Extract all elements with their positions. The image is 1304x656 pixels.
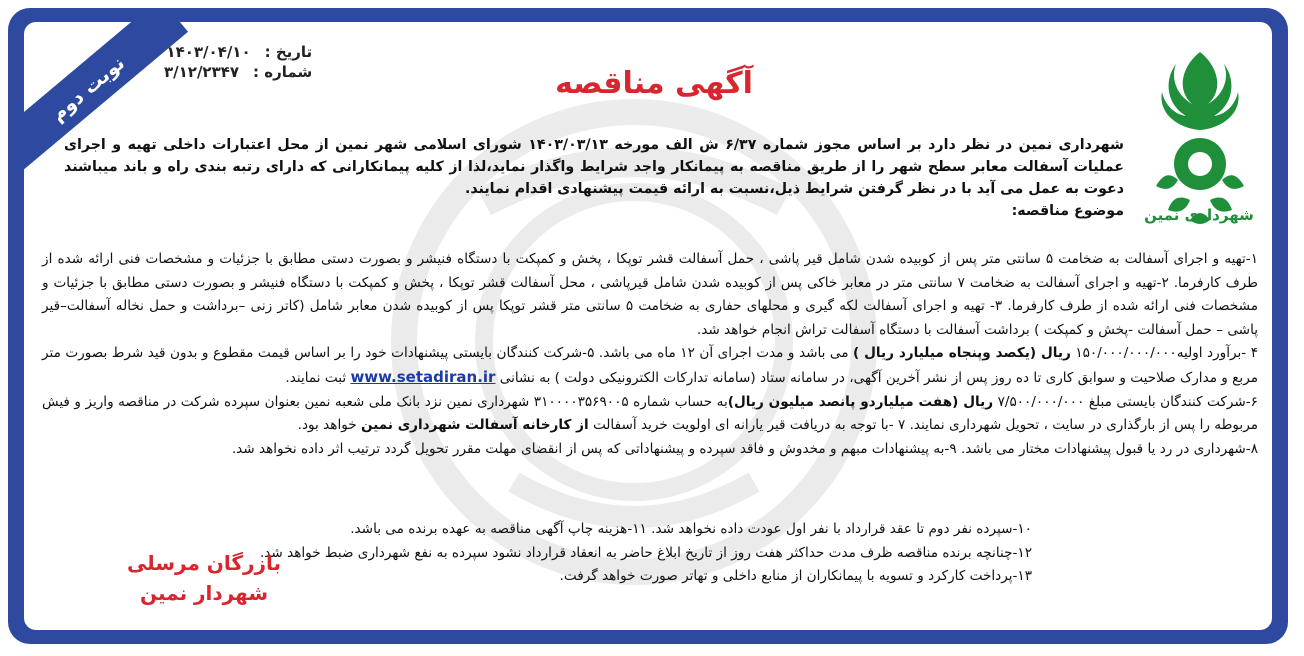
condition-8-9: ۸-شهرداری در رد یا قبول پیشنهادات مختار می باشد. ۹-به پیشنهادات مبهم و مخدوش و فاقد سپرده و پیشنهاداتی که پس از انقضای مهلت مقرر تحویل گردد ترتیب اثر داده نخواهد شد.: [231, 440, 1258, 457]
signatory-title: شهردار نمین: [140, 581, 268, 605]
setadiran-link[interactable]: www.setadiran.ir: [350, 367, 496, 386]
round-badge-text: نوبت دوم: [47, 52, 129, 126]
condition-1-3: ۱-تهیه و اجرای آسفالت به ضخامت ۵ سانتی متر پس از کوبیده شدن شامل قیر پاشی ، حمل آسفالت قشر توپکا ، پخش و کمپکت با دستگاه فنیشر و بصورت دستی مطابق با جزئیات و مشخصات فنی ارائه شده از طرف کارفرما. ۲-تهیه و اجرای آسفالت به ضخامت ۷ سانتی متر در معابر خاکی پس از کوبیده شدن شامل قیرپاشی ، محل آسفالت قشر توپکا ، پخش و کمپکت با دستگاه فنیشر و بصورت دستی مطابق با جزئیات و مشخصات فنی ارائه شده از طرف کارفرما. ۳- تهیه و اجرای آسفالت لکه گیری و محلهای حفاری به ضخامت ۵ سانتی متر قشر توپکا پس از کوبیده شدن معابر شامل (کاتر زنی –برداشت و حمل نخاله آسفالت–قیر پاشی – حمل آسفالت -پخش و کمپکت ) برداشت آسفالت با دستگاه آسفالت تراش انجام خواهد شد.: [42, 251, 1258, 338]
condition-6-7: [42, 391, 1258, 438]
number-label: شماره :: [253, 63, 313, 81]
signature-block: [104, 548, 304, 608]
intro-paragraph: [64, 134, 1124, 222]
meta-block: [164, 42, 312, 82]
deposit-end: خواهد بود.: [297, 417, 361, 434]
asphalt-plant: از کارخانه آسفالت شهرداری نمین: [360, 417, 589, 434]
signatory-name: بازرگان مرسلی: [126, 551, 282, 575]
condition-4-5: [42, 342, 1258, 390]
conditions-body: [42, 248, 1258, 461]
date-row: [164, 42, 312, 62]
date-label: تاریخ :: [264, 43, 313, 61]
budget-amount: ریال (یکصد وپنجاه میلیارد ریال ): [852, 345, 1071, 362]
notice-panel: [24, 22, 1272, 630]
subject-label: موضوع مناقصه:: [1011, 203, 1124, 219]
submission-end: ثبت نمایند.: [285, 369, 351, 386]
number-row: [164, 62, 312, 82]
condition-12: ۱۲-چنانچه برنده مناقصه ظرف مدت حداکثر هفت روز از تاریخ ابلاغ حاضر به انعقاد قرارداد نشود سپرده به نفع شهرداری ضبط خواهد شد.: [259, 544, 1032, 561]
deposit-details: به حساب شماره ۳۱۰۰۰۰۳۵۶۹۰۰۵ شهرداری نمین نزد بانک ملی شعبه نمین بعنوان سپرده شرکت در مناقصه واریز و فیش مربوطه را پس از بارگذاری در سایت ، تحویل شهرداری نمایند. ۷ -با توجه به دریافت قیر یارانه ای اولویت خرید آسفالت: [42, 393, 1258, 434]
budget-text: ۴ -برآورد اولیه۱۵۰/۰۰۰/۰۰۰/۰۰۰: [1070, 345, 1258, 362]
logo-caption: شهرداری نمین: [1144, 206, 1254, 224]
condition-13: ۱۳-پرداخت کارکرد و تسویه با پیمانکاران از منابع داخلی و تهاتر صورت خواهد گرفت.: [559, 568, 1032, 585]
notice-title: آگهی مناقصه: [555, 66, 753, 101]
deposit-amount: ریال (هفت میلیاردو پانصد میلیون ریال): [727, 393, 994, 410]
date-value: ۱۴۰۳/۰۴/۱۰: [166, 43, 251, 61]
blue-frame: [8, 8, 1288, 644]
condition-10-11: ۱۰-سپرده نفر دوم تا عقد قرارداد با نفر اول عودت داده نخواهد شد. ۱۱-هزینه چاپ آگهی مناقصه به عهده برنده می باشد.: [350, 521, 1032, 537]
submission-text: می باشد و مدت اجرای آن ۱۲ ماه می باشد. ۵-شرکت کنندگان بایستی پیشنهادات خود را بر اساس قیمت مقطوع و بدون قید شرط بصورت متر مربع و مدارک صلاحیت و سوابق کاری تا ده روز پس از نشر آخرین آگهی، در سامانه ستاد (سامانه تدارکات الکترونیکی دولت ) به نشانی: [42, 345, 1258, 386]
intro-text: شهرداری نمین در نظر دارد بر اساس مجوز شماره ۶/۳۷ ش الف مورخه ۱۴۰۳/۰۳/۱۳ شورای اسلامی شهر نمین از محل اعتبارات داخلی تهیه و اجرای عملیات آسفالت معابر سطح شهر را از طریق مناقصه به پیمانکار واجد شرایط واگذار نماید،لذا از کلیه پیمانکارانی که دارای رتبه بندی راه و باند میباشند دعوت به عمل می آید با در نظر گرفتن شرایط ذیل،نسبت به ارائه قیمت پیشنهادی اقدام نمایند.: [64, 137, 1124, 197]
deposit-text: ۶-شرکت کنندگان بایستی مبلغ ۷/۵۰۰/۰۰۰/۰۰۰: [993, 393, 1258, 410]
number-value: ۳/۱۲/۲۳۴۷: [164, 63, 240, 81]
